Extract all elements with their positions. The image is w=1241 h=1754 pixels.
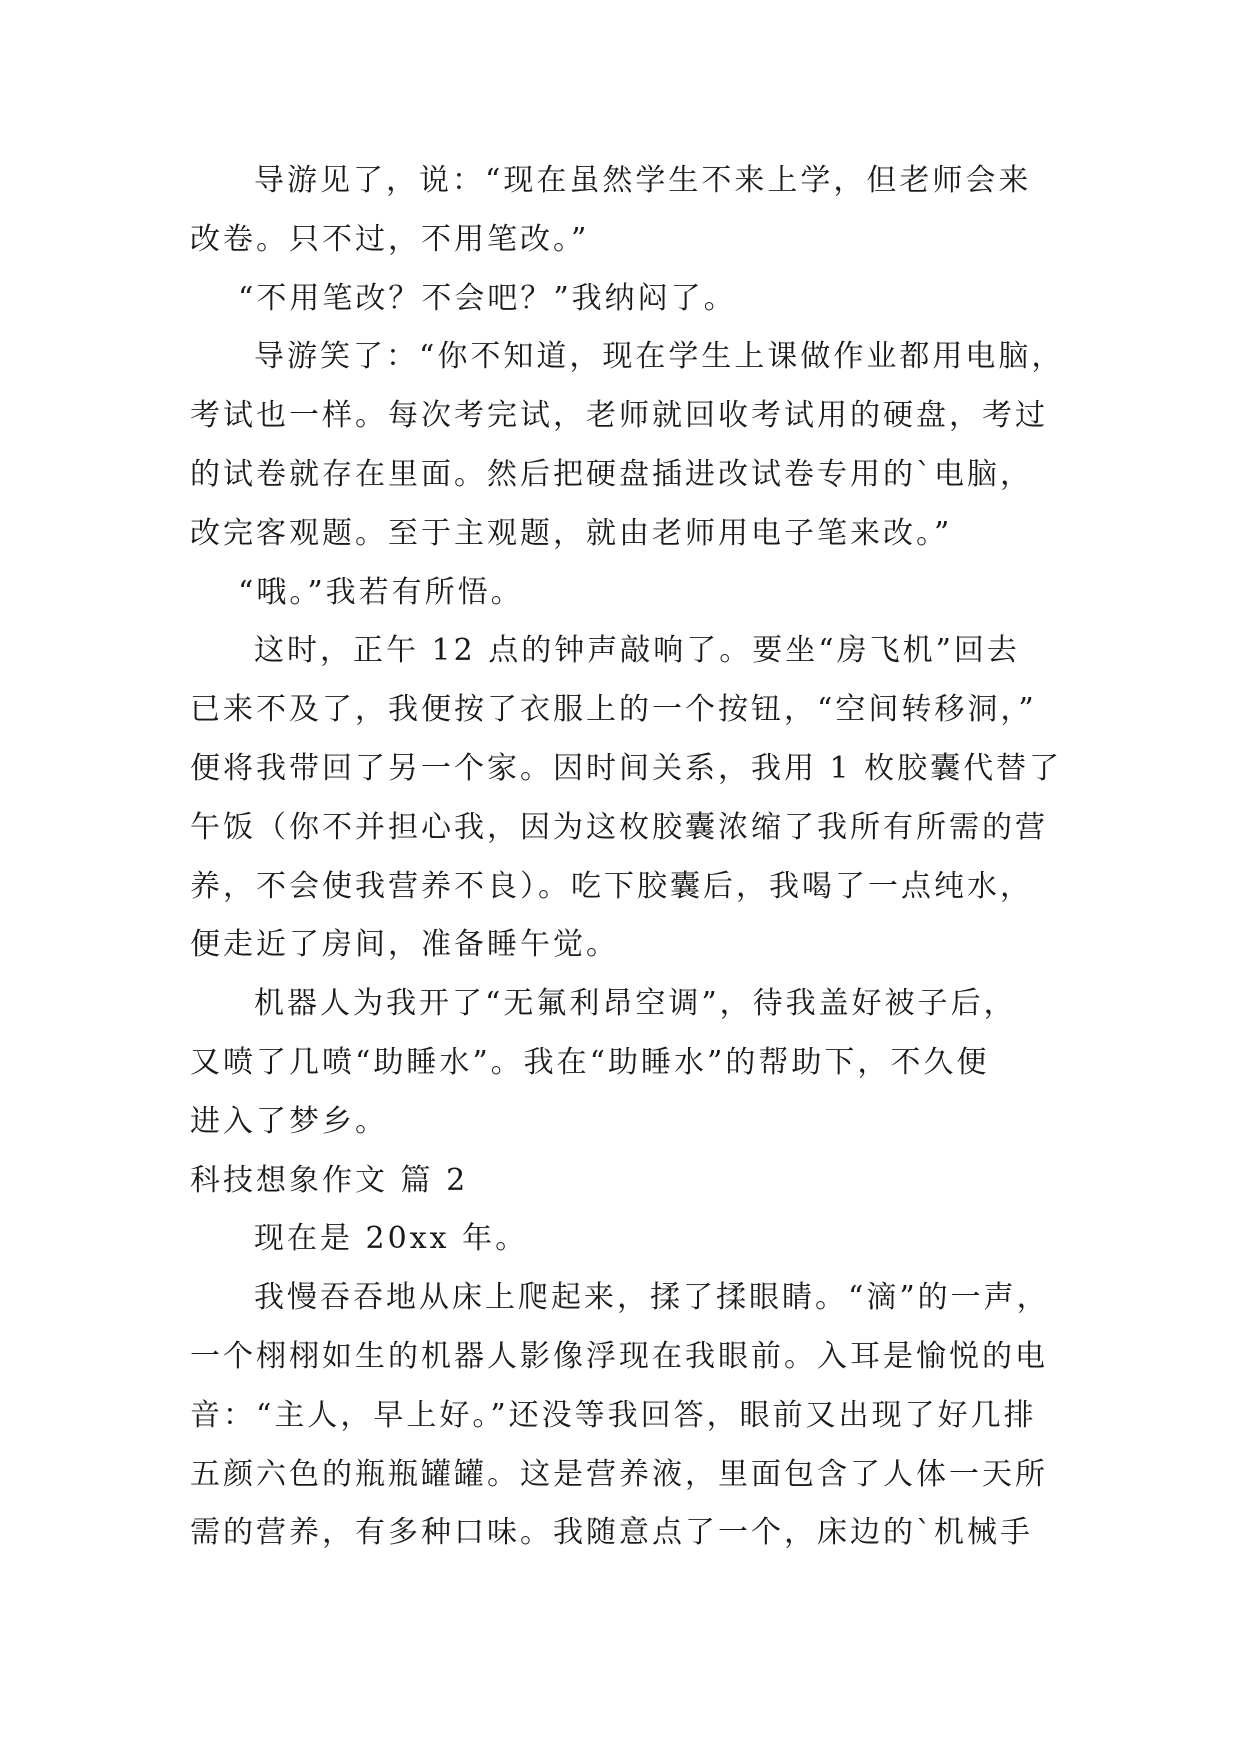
text-line: 已来不及了，我便按了衣服上的一个按钮，“空间转移洞，” [190,692,1037,728]
document-body [190,152,1065,1563]
text-line: 改完客观题。至于主观题，就由老师用电子笔来改。” [190,515,953,551]
text-line: 这时，正午 12 点的钟声敲响了。要坐“房飞机”回去 [254,633,1020,669]
section-heading: 科技想象作文 篇 2 [190,1162,469,1198]
text-line: “哦。”我若有所悟。 [238,574,524,610]
text-line: 考试也一样。每次考完试，老师就回收考试用的硬盘，考过 [190,398,1048,434]
text-line: 又喷了几喷“助睡水”。我在“助睡水”的帮助下，不久便 [190,1044,990,1080]
text-line: 导游笑了：“你不知道，现在学生上课做作业都用电脑， [254,339,1065,375]
text-line: 进入了梦乡。 [190,1103,388,1139]
text-line: 便走近了房间，准备睡午觉。 [190,927,619,963]
text-line: 机器人为我开了“无氟利昂空调”，待我盖好被子后， [254,986,1017,1022]
text-line: 的试卷就存在里面。然后把硬盘插进改试卷专用的`电脑， [190,456,1033,492]
text-line: 改卷。只不过，不用笔改。” [190,221,590,257]
text-line: 导游见了，说：“现在虽然学生不来上学，但老师会来 [254,163,1032,198]
text-line: 我慢吞吞地从床上爬起来，揉了揉眼睛。“滴”的一声， [254,1280,1050,1316]
text-line: “不用笔改？不会吧？”我纳闷了。 [238,280,737,316]
text-line: 便将我带回了另一个家。因时间关系，我用 1 枚胶囊代替了 [190,750,1063,786]
text-line: 午饭（你不并担心我，因为这枚胶囊浓缩了我所有所需的营 [190,809,1048,845]
text-line: 音：“主人，早上好。”还没等我回答，眼前又出现了好几排 [190,1397,1037,1433]
text-line: 五颜六色的瓶瓶罐罐。这是营养液，里面包含了人体一天所 [190,1456,1048,1492]
text-line: 一个栩栩如生的机器人影像浮现在我眼前。入耳是愉悦的电 [190,1338,1048,1374]
text-line: 现在是 20xx 年。 [254,1221,529,1257]
text-line: 养，不会使我营养不良）。吃下胶囊后，我喝了一点纯水， [190,868,1033,904]
text-line: 需的营养，有多种口味。我随意点了一个，床边的`机械手 [190,1515,1033,1551]
